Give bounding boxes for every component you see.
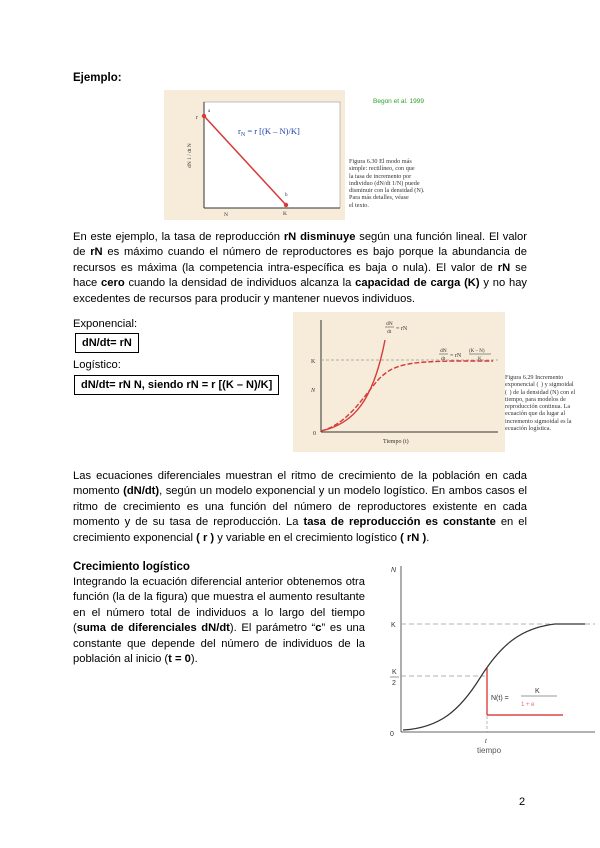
y-axis-label: dN 1 / dt N <box>187 143 193 168</box>
logistic-curve-plot <box>385 560 600 755</box>
k-label: K <box>391 622 396 629</box>
paragraph-linear-rate: En este ejemplo, la tasa de reproducción rN disminuye según una función lineal. El valor de rN es máximo cuando el número de reproductores es bajo porque la abundancia de recursos es máxima (la competencia intra-específica es baja o nula). El valor de rN se hace cero cuando la densidad de individuos alcanza la capacidad de carga (K) y no hay excedentes de recursos para producir y mantener nuevos individuos. <box>73 231 528 305</box>
figure-growth-curves <box>293 312 505 452</box>
logistic-curve <box>403 624 585 730</box>
k-label: K <box>311 359 316 365</box>
label-r: r <box>196 115 198 121</box>
paragraph-differential-equations: Las ecuaciones diferenciales muestran el ritmo de crecimiento de la población en cada momento (dN/dt), según un modelo exponencial y un modelo logístico. En ambos casos el ritmo de crecimiento es una función del número de reproductores existente en cada momento y de su tasa de reproducción. La tasa de reproducción es constante en el crecimiento exponencial ( r ) y variable en el crecimiento logístico ( rN ). <box>73 470 528 544</box>
page-number: 2 <box>519 796 526 808</box>
point-r <box>202 114 206 118</box>
log-eq-frac-bot: K <box>478 357 482 362</box>
figure-logistic-curve <box>385 560 600 755</box>
n-label: N <box>391 567 397 574</box>
logistic-label: Logístico: <box>73 359 121 371</box>
label-k: K <box>283 211 287 217</box>
x-axis-label: Tiempo (t) <box>383 439 409 445</box>
zero-label: 0 <box>390 731 394 738</box>
figure-linear-rn <box>164 90 345 220</box>
t-label: t <box>485 739 487 745</box>
linear-equation: $r_N = r$ [(K – N)/K] <box>238 126 300 138</box>
exp-eq-top: dN <box>386 321 393 327</box>
linear-rn-plot <box>164 90 345 220</box>
exp-eq-rhs: = rN <box>396 326 408 332</box>
paragraph-logistic-growth: Integrando la ecuación diferencial anterior obtenemos otra función (la de la figura) que muestra el aumento resultante en el número total de individuos a lo largo del tiempo (suma de diferenciales dN/dt). El parámetro “c” es una constante que depende del número de individuos de la población al inicio (t = 0). <box>73 576 365 666</box>
eq-bot: 1 + e <box>521 702 535 708</box>
x-axis-label: tiempo <box>477 746 502 755</box>
n-label: N <box>311 388 316 394</box>
khalf-top: K <box>392 669 397 676</box>
logistic-equation: dN/dt= rN N, siendo rN = r [(K – N)/K] <box>74 375 279 395</box>
logistic-growth-heading: Crecimiento logístico <box>73 561 190 573</box>
log-eq-rhs: = rN <box>450 353 462 359</box>
x-axis-label: N <box>224 212 228 218</box>
exp-eq-bot: dt <box>387 329 392 335</box>
point-k <box>284 203 288 207</box>
zero-label: 0 <box>313 431 316 437</box>
growth-curves-plot <box>293 312 505 452</box>
label-a: a <box>208 109 211 114</box>
log-eq-frac-top: (K – N) <box>469 349 485 354</box>
exponential-equation: dN/dt= rN <box>75 333 139 353</box>
exponential-curve <box>321 340 385 431</box>
log-eq-top: dN <box>440 348 447 354</box>
figure-6-29-caption: Figura 6.29 Incremento exponencial ( ) y sigmoidal ( ) de la densidad (N) con el tiempo, para modelos de reproducción continua. La ecuación que da lugar al incremento sigmoidal es la ecuación logística. <box>505 374 576 433</box>
khalf-bot: 2 <box>392 680 396 687</box>
log-eq-bot: dt <box>441 356 446 362</box>
example-heading: Ejemplo: <box>73 72 122 84</box>
eq-top: K <box>535 688 540 695</box>
eq-lhs: N(t) = <box>491 695 509 702</box>
figure-6-30-caption: Figura 6.30 El modo más simple: rectilíneo, con que la tasa de incremento por individuo (dN/dt 1/N) puede disminuir con la densidad (N). Para más detalles, véase el texto. <box>349 158 425 209</box>
figure-source: Begon et al. 1999 <box>373 98 424 105</box>
label-b: b <box>285 193 288 198</box>
exponential-label: Exponencial: <box>73 318 138 330</box>
